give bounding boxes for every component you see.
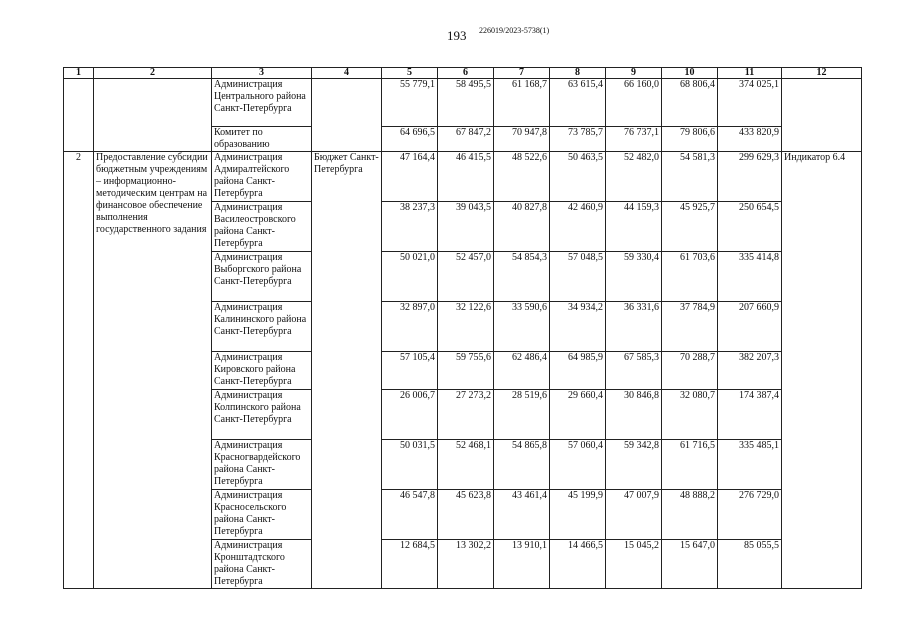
cell-value-7: 54 865,8	[494, 440, 550, 490]
cell-executor: Администрация Кронштадтского района Санкт-Петербурга	[212, 540, 312, 589]
cell-value-6: 39 043,5	[438, 202, 494, 252]
column-header-1: 1	[64, 68, 94, 79]
cell-value-10: 68 806,4	[662, 79, 718, 127]
cell-executor: Администрация Адмиралтейского района Санкт-Петербурга	[212, 152, 312, 202]
column-header-11: 11	[718, 68, 782, 79]
cell-value-7: 48 522,6	[494, 152, 550, 202]
cell-value-6: 27 273,2	[438, 390, 494, 440]
cell-value-10: 32 080,7	[662, 390, 718, 440]
cell-executor: Администрация Красносельского района Санкт-Петербурга	[212, 490, 312, 540]
cell-executor: Администрация Колпинского района Санкт-Петербурга	[212, 390, 312, 440]
cell-value-8: 14 466,5	[550, 540, 606, 589]
cell-value-8: 50 463,5	[550, 152, 606, 202]
cell-value-7: 70 947,8	[494, 127, 550, 152]
cell-value-7: 43 461,4	[494, 490, 550, 540]
cell-executor: Администрация Центрального района Санкт-Петербурга	[212, 79, 312, 127]
cell-executor: Комитет по образованию	[212, 127, 312, 152]
cell-value-11: 335 485,1	[718, 440, 782, 490]
cell-value-9: 67 585,3	[606, 352, 662, 390]
cell-value-7: 28 519,6	[494, 390, 550, 440]
cell-value-5: 32 897,0	[382, 302, 438, 352]
cell-value-9: 47 007,9	[606, 490, 662, 540]
budget-table	[63, 67, 862, 589]
cell-number	[64, 79, 94, 152]
cell-value-10: 48 888,2	[662, 490, 718, 540]
column-header-10: 10	[662, 68, 718, 79]
page-number: 193	[447, 28, 467, 43]
cell-value-8: 34 934,2	[550, 302, 606, 352]
cell-executor: Администрация Василеостровского района Санкт-Петербурга	[212, 202, 312, 252]
cell-value-11: 374 025,1	[718, 79, 782, 127]
cell-value-8: 73 785,7	[550, 127, 606, 152]
cell-value-11: 382 207,3	[718, 352, 782, 390]
cell-value-11: 85 055,5	[718, 540, 782, 589]
cell-value-9: 30 846,8	[606, 390, 662, 440]
cell-value-6: 45 623,8	[438, 490, 494, 540]
table-row	[64, 152, 862, 202]
cell-indicator	[782, 79, 862, 152]
cell-executor: Администрация Кировского района Санкт-Петербурга	[212, 352, 312, 390]
cell-value-6: 13 302,2	[438, 540, 494, 589]
cell-value-11: 276 729,0	[718, 490, 782, 540]
column-header-2: 2	[94, 68, 212, 79]
cell-value-5: 50 031,5	[382, 440, 438, 490]
column-header-12: 12	[782, 68, 862, 79]
cell-value-9: 76 737,1	[606, 127, 662, 152]
cell-value-11: 207 660,9	[718, 302, 782, 352]
cell-source	[312, 79, 382, 152]
cell-value-10: 45 925,7	[662, 202, 718, 252]
column-header-7: 7	[494, 68, 550, 79]
cell-source: Бюджет Санкт-Петербурга	[312, 152, 382, 589]
cell-value-8: 57 060,4	[550, 440, 606, 490]
cell-value-6: 46 415,5	[438, 152, 494, 202]
cell-value-7: 54 854,3	[494, 252, 550, 302]
cell-value-7: 61 168,7	[494, 79, 550, 127]
cell-value-8: 45 199,9	[550, 490, 606, 540]
cell-value-6: 32 122,6	[438, 302, 494, 352]
cell-value-11: 250 654,5	[718, 202, 782, 252]
cell-value-5: 47 164,4	[382, 152, 438, 202]
cell-value-10: 79 806,6	[662, 127, 718, 152]
cell-value-6: 52 468,1	[438, 440, 494, 490]
column-header-6: 6	[438, 68, 494, 79]
cell-value-8: 63 615,4	[550, 79, 606, 127]
cell-value-6: 59 755,6	[438, 352, 494, 390]
column-header-4: 4	[312, 68, 382, 79]
column-header-5: 5	[382, 68, 438, 79]
cell-value-7: 13 910,1	[494, 540, 550, 589]
table-row	[64, 79, 862, 127]
cell-activity	[94, 79, 212, 152]
document-id: 226019/2023-5738(1)	[479, 26, 550, 35]
cell-value-7: 33 590,6	[494, 302, 550, 352]
cell-value-6: 52 457,0	[438, 252, 494, 302]
cell-value-9: 52 482,0	[606, 152, 662, 202]
cell-value-10: 70 288,7	[662, 352, 718, 390]
cell-value-8: 64 985,9	[550, 352, 606, 390]
header-row	[64, 68, 862, 79]
cell-value-9: 44 159,3	[606, 202, 662, 252]
cell-value-8: 42 460,9	[550, 202, 606, 252]
cell-value-8: 29 660,4	[550, 390, 606, 440]
cell-value-5: 12 684,5	[382, 540, 438, 589]
cell-value-9: 66 160,0	[606, 79, 662, 127]
cell-value-5: 55 779,1	[382, 79, 438, 127]
column-header-9: 9	[606, 68, 662, 79]
cell-value-7: 62 486,4	[494, 352, 550, 390]
cell-value-5: 46 547,8	[382, 490, 438, 540]
cell-value-5: 57 105,4	[382, 352, 438, 390]
cell-indicator: Индикатор 6.4	[782, 152, 862, 589]
cell-value-11: 433 820,9	[718, 127, 782, 152]
cell-value-7: 40 827,8	[494, 202, 550, 252]
cell-executor: Администрация Калининского района Санкт-Петербурга	[212, 302, 312, 352]
cell-value-6: 58 495,5	[438, 79, 494, 127]
cell-value-11: 299 629,3	[718, 152, 782, 202]
cell-value-11: 335 414,8	[718, 252, 782, 302]
cell-value-9: 59 342,8	[606, 440, 662, 490]
cell-value-10: 37 784,9	[662, 302, 718, 352]
column-header-3: 3	[212, 68, 312, 79]
cell-value-9: 15 045,2	[606, 540, 662, 589]
cell-value-11: 174 387,4	[718, 390, 782, 440]
cell-executor: Администрация Красногвардейского района Санкт-Петербурга	[212, 440, 312, 490]
cell-value-10: 61 703,6	[662, 252, 718, 302]
cell-value-10: 54 581,3	[662, 152, 718, 202]
cell-value-6: 67 847,2	[438, 127, 494, 152]
cell-executor: Администрация Выборгского района Санкт-Петербурга	[212, 252, 312, 302]
cell-value-5: 64 696,5	[382, 127, 438, 152]
cell-value-5: 26 006,7	[382, 390, 438, 440]
cell-value-9: 36 331,6	[606, 302, 662, 352]
cell-value-10: 15 647,0	[662, 540, 718, 589]
cell-value-5: 50 021,0	[382, 252, 438, 302]
cell-item-name: Предоставление субсидии бюджетным учреждениям – информационно-методическим центрам на финансовое обеспечение выполнения государственного задания	[94, 152, 212, 589]
cell-value-10: 61 716,5	[662, 440, 718, 490]
cell-value-8: 57 048,5	[550, 252, 606, 302]
cell-value-9: 59 330,4	[606, 252, 662, 302]
cell-value-5: 38 237,3	[382, 202, 438, 252]
cell-item-number: 2	[64, 152, 94, 589]
column-header-8: 8	[550, 68, 606, 79]
